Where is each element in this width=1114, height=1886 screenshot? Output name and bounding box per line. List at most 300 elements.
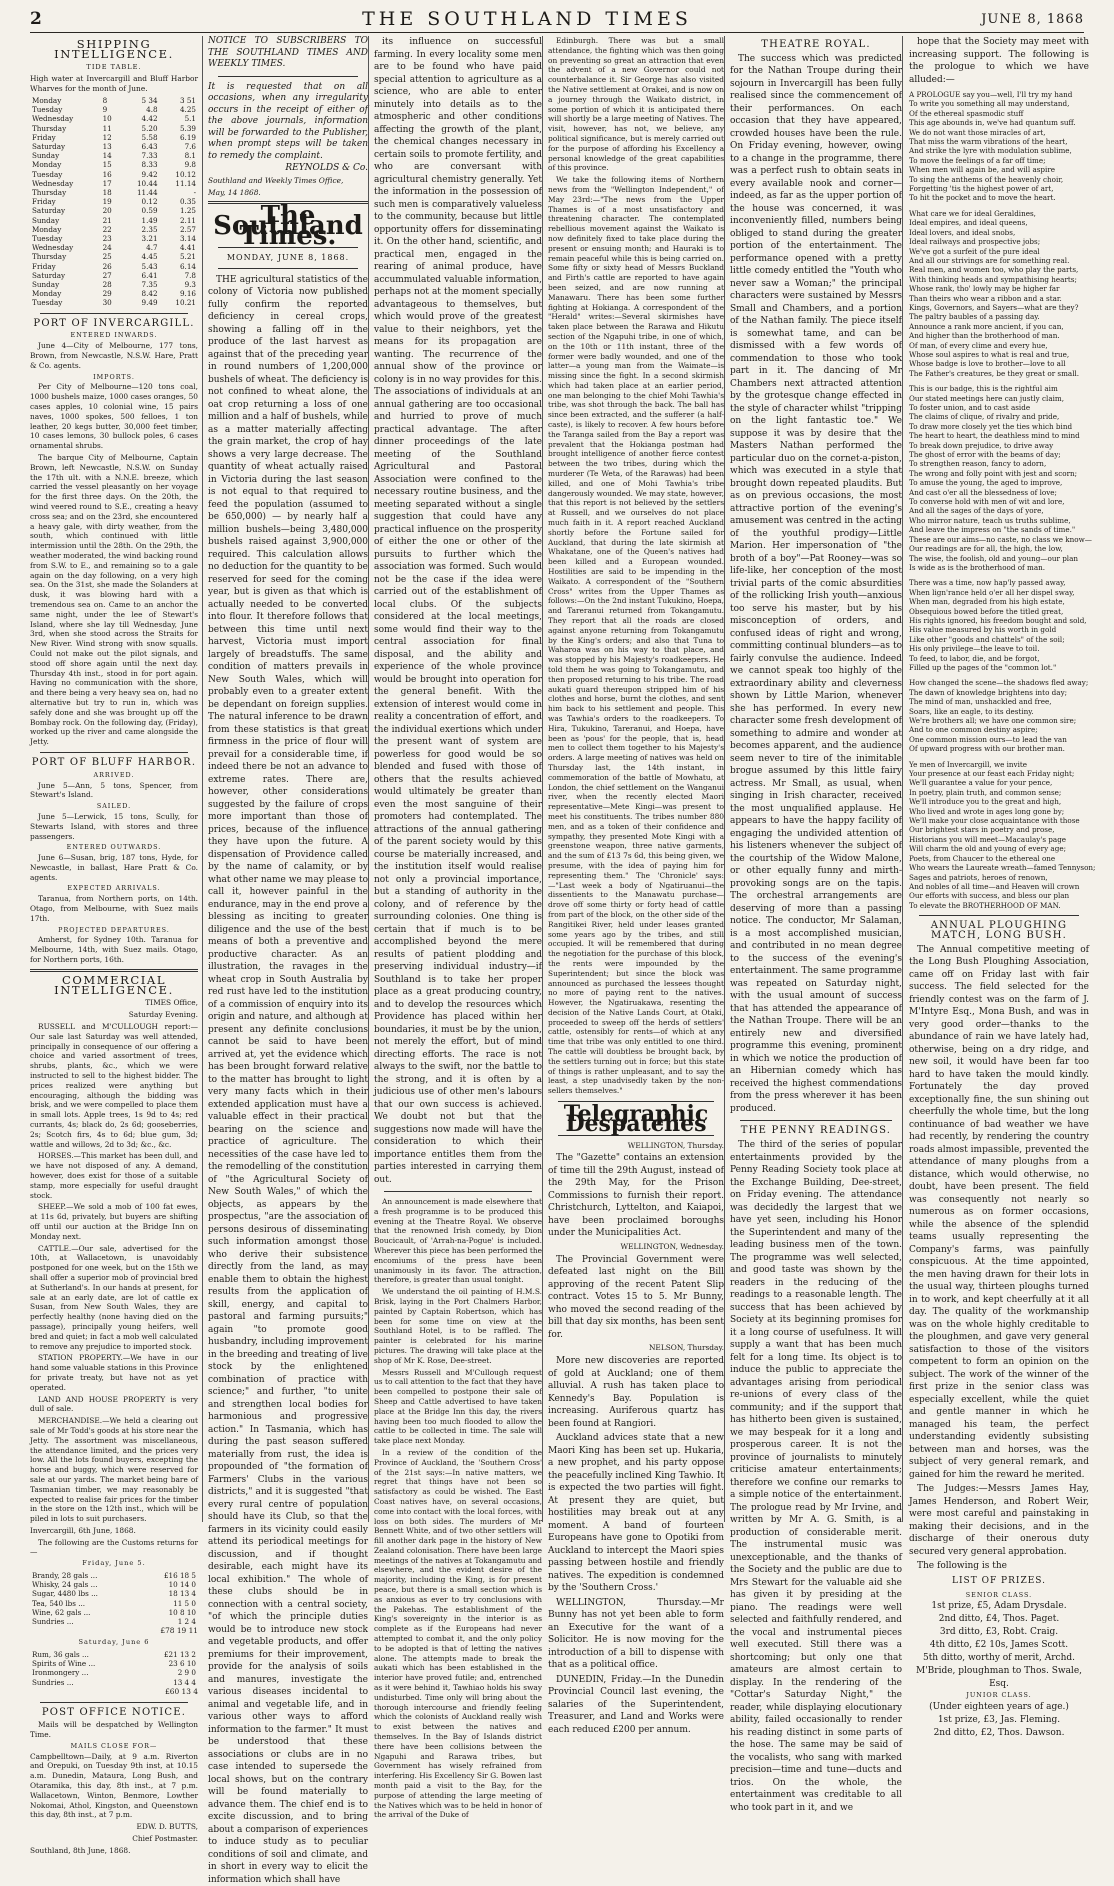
tide-cell: 10.21 <box>175 298 196 308</box>
post-date: Southland, 8th June, 1868. <box>30 1845 131 1855</box>
customs-cell: 10 8 10 <box>168 1607 196 1617</box>
senior-class-label: SENIOR CLASS. <box>965 1590 1033 1599</box>
post-office-heading: POST OFFICE NOTICE. <box>41 1706 187 1718</box>
tide-cell: 8.33 <box>141 160 158 170</box>
tide-cell: 25 <box>102 252 112 262</box>
merchandise-report: MERCHANDISE.—We held a clearing out sale of Mr Todd's goods at his store near the Jetty. The assortment was miscellaneous, the attendance limited, and the prices very low. All the lots found buyers, excepting the horse and buggy, which were reserved for sale at our yards. The market being bare of Tasmanian timber, we may reasonably be expected to realise fair prices for the timber in the store on the 12th inst., which will be piled in lots to suit purchasers. <box>30 1416 198 1524</box>
divider <box>30 969 198 972</box>
tide-cell: Thursday <box>32 123 67 133</box>
poem-line: We'll guarantee a value for your pence, <box>909 778 1053 788</box>
imports-text: Per City of Melbourne—120 tons coal, 1000 bushels maize, 1000 cases oranges, 50 cases apples, 10 colonial wine, 15 pairs naves, 1000 spokes, 500 felloes, 1 ton leather, 20 kegs butter, 30,000 feet timber, 10 cases lemons, 30 bullock poles, 6 cases ornamental shrubs. <box>30 382 198 451</box>
arrived-text: June 5—Ann, 5 tons, Spencer, from Stewart's Island. <box>30 780 198 800</box>
tide-row <box>30 96 198 105</box>
divider <box>384 1191 532 1192</box>
customs-total-saturday: £60 13 4 <box>165 1686 198 1696</box>
divider <box>218 268 358 269</box>
news-auckland-review: In a review of the condition of the Province of Auckland, the 'Southern Cross' of the 21st says:—In native matters, we regret that things have not been so satisfactory as could be wished. The East Coast natives have, on several occasions, come into contact with the local forces, with loss on both sides. The murders of Mr Bennett White, and of two other settlers will fill another dark page in the history of New Zealand colonisation. There have been large meetings of the natives at Tokangamutu and elsewhere, and the evident desire of the majority, including the King, is for present peace, but there is a small section which is as anxious as ever to try conclusions with the Pakehas. The establishment of the King's sovereignty in the interior is as complete as if the Europeans had never attempted to combat it, and the only policy to be adopted is that of letting the natives alone. The attempts made to break the aukati which has been established in the interior have proved futile; and, entrenched as it were behind it, Tawhiao holds his sway undisturbed. Time only will bring about the thorough intercourse and friendly feeling which the colonists of Auckland really wish to exist between the natives and themselves. In the Bay of Islands district there have been collisions between the Ngapuhi and Rarawa tribes, but Government has wisely refrained from interfering. His Excellency Sir G. Bowen last month paid a visit to the Bay, for the purpose of attending the large meeting of the Natives which was to be held in honor of the arrival of the Duke of <box>374 1447 542 1820</box>
tide-row <box>30 170 198 179</box>
dateline-nelson: NELSON, Thursday. <box>648 1343 724 1353</box>
dateline-wellington-2: WELLINGTON, Wednesday. <box>620 1241 724 1251</box>
prize-entry: 1st prize, £3, Jas. Fleming. <box>937 1715 1061 1726</box>
customs-date-saturday: Saturday, June 6 <box>78 1638 150 1647</box>
tide-cell: 7.6 <box>184 142 196 151</box>
tide-cell: 3.14 <box>179 234 196 244</box>
customs-date-friday: Friday, June 5. <box>82 1559 146 1568</box>
tide-cell: 4.8 <box>146 105 158 115</box>
tide-cell: Tuesday <box>32 234 63 244</box>
penny-readings-heading: THE PENNY READINGS. <box>740 1125 892 1137</box>
poem-line: The dawn of knowledge brightens into day; <box>909 687 1068 697</box>
tide-cell: 11 <box>102 123 112 133</box>
customs-total-friday: £78 19 11 <box>160 1626 198 1636</box>
tide-row <box>30 188 198 197</box>
poem-line: We'll introduce you to the great and high, <box>909 797 1062 807</box>
poem-line: The heart to heart, the deathless mind to mind <box>909 431 1080 441</box>
customs-intro: The following are the Customs returns for— <box>30 1537 198 1557</box>
poem-line: Filled up the pages of the "common lot." <box>909 662 1057 672</box>
poem-line: With thinking heads and sympathising hearts; <box>909 274 1077 284</box>
tide-cell: 5.58 <box>141 132 158 142</box>
poem-line: Kings, Governors, and Sayers—what are they? <box>909 302 1079 312</box>
tide-cell: 0.59 <box>141 206 158 216</box>
sheep-report: SHEEP.—We sold a mob of 100 fat ewes, at 11s 6d, privately, but buyers are shifting off until our auction at the Bridge Inn on Monday next. <box>30 1202 198 1241</box>
customs-row <box>30 1668 198 1677</box>
column-theatre-readings <box>724 36 907 1813</box>
customs-cell: Brandy, 28 gals ... <box>32 1571 98 1581</box>
poem-line: To hit the pocket and to move the heart. <box>909 193 1056 203</box>
merchandise-date: Invercargill, 6th June, 1868. <box>30 1525 136 1535</box>
tide-row <box>30 160 198 169</box>
tide-cell: 4.25 <box>179 105 196 115</box>
tide-cell: 16 <box>102 169 112 179</box>
post-text: Campbelltown—Daily, at 9 a.m. Riverton and Orepuki, on Tuesday 9th inst, at 10.15 a.m. Dunedin, Mataura, Long Bush, and Otaramika, this day, 8th inst., at 7 p.m. Wallacetown, Winton, Benmore, Lowther Nokomai, Athol, Kingston, and Queenstown this day, 8th inst., at 7 p.m. <box>30 1751 198 1820</box>
telegram-3: More new discoveries are reported of gold at Auckland; one of them alluvial. A rush has taken place to Kennedy's Bay. Population is increasing. Auriferous quartz has been found at Rangiori. <box>548 1356 724 1429</box>
prizes-heading: LIST OF PRIZES. <box>952 1575 1046 1586</box>
poem-line: Our readings are for all, the high, the low, <box>909 544 1063 554</box>
poem-line: The paltry baubles of a passing day. <box>909 312 1040 322</box>
news-theatre-announcement: An announcement is made elsewhere that a fresh programme is to be produced this evening at the Theatre Royal. We observe that the renowned Irish comedy, by Dion Boucicault, of 'Arrah-na-Pogue' is included. Wherever this piece has been performed the encomiums of the press have been unanimously in its favor. The attraction, therefore, is greater than usual tonight. <box>374 1197 542 1285</box>
tide-cell: Tuesday <box>32 169 63 179</box>
customs-cell: Tea, 540 lbs ... <box>32 1598 86 1608</box>
prize-entry: 4th ditto, £2 10s, James Scott. <box>929 1640 1069 1651</box>
poem-line: Real men, and women too, who play the parts, <box>909 265 1079 275</box>
tide-row <box>30 289 198 298</box>
customs-cell: Wine, 62 gals ... <box>32 1607 91 1617</box>
tide-cell: Monday <box>32 160 62 170</box>
theatre-heading: THEATRE ROYAL. <box>761 39 871 50</box>
customs-row <box>30 1659 198 1668</box>
tide-row <box>30 142 198 151</box>
poem-line: Obsequious bowed before the titled great, <box>909 606 1064 616</box>
customs-cell: 1 2 4 <box>177 1617 196 1627</box>
tide-cell: 2.57 <box>179 224 196 234</box>
poem-line: The wrong and folly point with jest and scorn; <box>909 468 1078 478</box>
poem-line: Announce a rank more ancient, if you can, <box>909 321 1064 331</box>
tide-cell: 8.1 <box>184 151 196 161</box>
notice-heading: NOTICE TO SUBSCRIBERS TO THE SOUTHLAND TIMES AND WEEKLY TIMES. <box>208 36 368 69</box>
tide-cell: 6.19 <box>179 132 196 142</box>
notice-date: May, 14 1868. <box>208 187 261 197</box>
ploughing-report: The Annual competitive meeting of the Long Bush Ploughing Association, came off on Friday last with fair success. The field selected for the friendly contest was on the farm of J. M'Intyre Esq., Mona Bush, and was in very good order—thanks to the abundance of rain we have lately had, otherwise, being on a dry ridge, and new soil, it would have been far too hard to have taken the mould kindly. Fortunately the day proved exceptionally fine, the sun shining out cheerfully the whole time, but the long continuance of bad weather we have had recently, by rendering the country roads almost impassible, prevented the attendance of many ploughs from a distance, which would otherwise, no doubt, have been present. The field was consequently not nearly so numerous as on former occasions, while the absence of the splendid teams usually representing the Company's farms, was painfully conspicuous. At the time appointed, the men having drawn for their lots in the usual way, thirteen ploughs turned in to work, and kept cheerfully at it all day. The quality of the workmanship was on the whole highly creditable to the ploughmen, and gave very general satisfaction to those of the visitors competent to form an opinion on the subject. The work of the winner of the first prize in the senior class was especially excellent, while the quiet and gentle manner in which he managed his team, the perfect understanding evidently subsisting between man and horses, was the subject of very general remark, and gained for him the reward he merited. <box>909 944 1089 1480</box>
poem-line: Poets, from Chaucer to the ethereal one <box>909 853 1056 863</box>
tide-cell: 17 <box>102 178 112 188</box>
prologue-poem <box>909 90 1096 910</box>
customs-cell: 18 13 4 <box>168 1589 196 1599</box>
tide-cell: Thursday <box>32 252 67 262</box>
tide-cell: Friday <box>32 197 56 207</box>
tide-row <box>30 262 198 271</box>
tide-cell: Monday <box>32 289 62 299</box>
poem-line: Forgetting 'tis the highest power of art, <box>909 184 1054 194</box>
tide-cell: 30 <box>102 298 112 308</box>
senior-prize-list <box>909 1600 1089 1691</box>
poem-line: Will charm the old and young of every age; <box>909 844 1066 854</box>
poem-line: And leave the impress on "the sands of time." <box>909 525 1076 535</box>
tide-cell: Wednesday <box>32 243 74 253</box>
expected-arrivals-label: EXPECTED ARRIVALS. <box>67 884 161 893</box>
tide-row <box>30 234 198 243</box>
tide-cell: 26 <box>102 261 112 271</box>
commercial-heading: COMMERCIAL INTELLIGENCE. <box>54 972 174 997</box>
tide-cell: 14 <box>102 151 112 161</box>
poem-line: Of upward progress with our brother man. <box>909 744 1065 754</box>
poem-line: To amuse the young, the aged to improve, <box>909 478 1063 488</box>
divider <box>919 915 1079 916</box>
poem-line: And higher than the brotherhood of man. <box>909 331 1060 341</box>
tide-cell: 12 <box>102 132 112 142</box>
poem-line: Ideal empires, and ideal queens, <box>909 218 1028 228</box>
paper-nameplate: The Southland Times. <box>213 201 363 251</box>
poem-line: Our brightest stars in poetry and prose, <box>909 825 1055 835</box>
horses-report: HORSES.—This market has been dull, and we have not disposed of any. A demand, however, does exist for those of a suitable stamp, more especially for useful draught stock. <box>30 1151 198 1200</box>
tide-cell: 5.21 <box>179 252 196 262</box>
tide-row <box>30 216 198 225</box>
customs-cell: Rum, 36 gals ... <box>32 1649 89 1659</box>
post-signature: EDW. D. BUTTS, <box>136 1822 198 1832</box>
tide-cell: 9.16 <box>179 289 196 299</box>
customs-row <box>30 1589 198 1598</box>
post-title: Chief Postmaster. <box>132 1834 198 1844</box>
tide-cell: 9.3 <box>184 280 196 290</box>
poem-line: Our efforts with success, and bless our plan <box>909 891 1070 901</box>
page-number: 2 <box>30 9 42 29</box>
tide-cell: Wednesday <box>32 178 74 188</box>
poem-line: To foster union, and to cast aside <box>909 403 1031 412</box>
editorial-dateline: MONDAY, JUNE 8, 1868. <box>226 252 350 262</box>
poem-line: To strengthen reason, fancy to adorn, <box>909 459 1047 469</box>
tide-cell: 1.49 <box>141 215 158 225</box>
telegram-5: WELLINGTON, Thursday.—Mr Bunny has not yet been able to form an Executive for the want of a Solicitor. He is now moving for the introduction of a bill to dispense with that as a political office. <box>548 1597 724 1671</box>
junior-note: (Under eighteen years of age.) <box>929 1702 1069 1713</box>
poem-line: Than theirs who wear a ribbon and a star. <box>909 293 1062 303</box>
news-northern: We take the following items of Northern news from the "Wellington Independent," of May 23rd:—"The news from the Upper Thames is of a most unsatisfactory and threatening character. The contemplated rebellious movement against the Waikato is now definitely fixed to take place during the present or ensuing month; and Hauraki is to remain peaceful while this is being carried on. Some fifty or sixty head of Messrs Buckland and Firth's cattle are reported to have again been seized, and are now running at Manawaru. There has been some further fighting at Hokianga. A correspondent of the "Herald" writes:—Several skirmishes have taken place between the Rarawa and Hikutu section of the Ngapuhi tribe, in one of which, on the 10th or 11th instant, three of the former were badly wounded, and one of the latter—a young man from the Waimate—is missing since the fight. In a second skirmish which had taken place at an earlier period, one man belonging to the chief Mohi Tawhia's tribe, was shot through the back. The ball has since been extracted, and the sufferer (a half-caste), is likely to recover. A few hours before the Taranga sailed from the Bay a report was prevalent that the Hokianga postman had brought intelligence of another fierce contest between the two tribes, during which the murderer (Te Weta, of the Rarawas) had been killed, and one of Mohi Tawhia's tribe dangerously wounded. We may state, however, that this report is not believed by the settlers at Russell, and we ourselves do not place much faith in it. A report reached Auckland shortly before the Fortune sailed for Auckland, that during the late skirmish at Whakatane, one of the Queen's natives had been killed and a European wounded. Hostilities are said to be impending in the Waikato. A correspondent of the "Southern Cross" writes from the Upper Thames as follows:—On the 2nd instant Tukukino, Hoepa, and Tareranui returned from Tokangamutu. They report that all the roads are closed against anyone returning from Tokangamutu by the King's orders; and also that Tuna to Waharoa was on his way to that place, and was stopped by his Majesty's roadkeepers. He told them he was going to Tokangamutu, and then proposed returning to his tribe. The road aukati guard thereupon stripped him of his clothes and horse, burnt the clothes, and sent him back to his settlement and people. This was Tawhia's orders to the roadkeepers. To Hira, Tukukino, Tareranui, and Hoepa, have been as 'pous' for the people, that is, head men to collect them together to his Majesty's orders. A large meeting of natives was held on Thursday last, the 14th instant, in commemoration of the battle of Mowhatu, at London, the chief settlement on the Wanganui river, when the recently elected Maori representative—Mete Kingi—was present to meet his constituents. The tribes number 880 men, and as a token of their confidence and sympathy, they presented Mote Kingi with a greenstone weapon, three native garments, and the sum of £13 7s 6d, this being given, we presume, with the idea of paying him for representing them." The 'Chronicle' says:—"Last week a body of Ngatiruanui—the dissentients to the Manawatu purchase—drove off some thirty or forty head of cattle from part of the block, on the other side of the Rangitikei River, held under leases granted some years ago by the tribes, and still occupied. It will be remembered that during the negotiation for the purchase of this block, the rents were impounded by the Superintendent; but since the block was announced as purchased the lessees thought no more of paying rent to the natives. However, the Ngatiruakawa, resenting the decision of the Native Lands Court, at Otaki, proceeded to sweep off the herds of settlers' cattle, ostensibly for rents—of which at any time that tribe was only entitled to one third. The cattle will doubtless be brought back, by the settlers turning out in force; but this state of things is rather unpleasant, and to say the least, a step unadvisedly taken by the non-sellers themselves." <box>548 175 724 1096</box>
poem-line: Of man, of every clime and every hue, <box>909 340 1048 350</box>
poem-line: We'll make your close acquaintance with those <box>909 816 1080 826</box>
tide-cell: Thursday <box>32 188 67 198</box>
tide-row <box>30 197 198 206</box>
customs-cell: Spirits of Wine ... <box>32 1659 96 1669</box>
prize-entry: 1st prize, £5, Adam Drysdale. <box>931 1601 1067 1612</box>
editorial-continued: its influence on successful farming. In every locality some men are to be found who have paid special attention to agriculture as a science, who are able to enter minutely into details as to the atmospheric and other conditions affecting the growth of the plant, the chemical changes necessary in certain soils to promote fertility, and who are conversant with agricultural chemistry generally. Yet the information in the possession of such men is comparatively valueless to the community, because but little opportunity offers for disseminating it. On the other hand, scientific, and practical men, engaged in the rearing of animal produce, have accummulated valuable information, perhaps not at the moment specially advantageous to themselves, but which would prove of the greatest value to their neighbors, yet the means for its propagation are wanting. The recurrence of the annual show of the province or colony is in no way provides for this. The associations of individuals at an annual gathering are too occasional and hurried to prove of much practical advantage. The after dinner proceedings of the late meeting of the Southland Agricultural and Pastoral Association were confined to the necessary routine business, and the meeting separated without a single suggestion that could have any practical influence on the prosperity of either the one or other of the pursuits to further which the association was formed. Such would not be the case if the idea were carried out of the establishment of local clubs. Of the subjects considered at the local meetings, some would find their way to the central association for final disposal, and the ability and experience of the whole province would be brought into operation for the general benefit. With the extension of interest would come in reality a concentration of effort, and the individual exertions which under the present want of system are powerless for good would be so blended and fused with those of others that the results achieved would ultimately be greater than even the most sanguine of their promoters had contemplated. The attractions of the annual gathering of the parent society would by this course be materially increased, and the institution itself would realise not only a provincial importance, but a standing of authority in the colony, and of reference by the surrounding colonies. One thing is certain that if much is to be accomplished beyond the mere results of patient plodding and preserving individual industry—if Southland is to take her proper place as a great producing country, and to develop the resources which Providence has placed within her boundaries, it must be by the union, not merely the effort, but of mind directing efforts. The race is not always to the swift, nor the battle to the strong, and it is often by a judicious use of other men's labours that our own success is achieved. We doubt not but that the suggestions now made will have the consideration to which their importance entitles them from the parties interested in carrying them out. <box>374 37 542 1185</box>
port-invercargill-heading: PORT OF INVERCARGILL. <box>33 317 195 329</box>
tide-row <box>30 105 198 114</box>
poem-line: What care we for ideal Geraldines, <box>909 208 1036 218</box>
tide-row <box>30 298 198 307</box>
poem-line: One common mission ours—to lead the van <box>909 734 1067 744</box>
poem-line: Soars, like an eagle, to its destiny. <box>909 706 1034 716</box>
tide-row <box>30 252 198 261</box>
tide-cell: Tuesday <box>32 105 63 115</box>
poem-line: To break down prejudice, to drive away <box>909 440 1054 450</box>
times-office: TIMES Office, <box>145 998 198 1008</box>
customs-cell: Sugar, 4480 lbs ... <box>32 1589 98 1599</box>
poem-line: The wise, the foolish, old and young—our plan <box>909 553 1079 563</box>
poem-line: To feed, to labor, die, and be forgot, <box>909 653 1040 663</box>
poem-line: Historians you will meet—Macaulay's page <box>909 834 1067 844</box>
poem-line: To converse hold with men of wit and lore, <box>909 497 1065 507</box>
customs-row <box>30 1678 198 1687</box>
tide-cell: Monday <box>32 224 62 234</box>
tide-cell: Friday <box>32 261 56 271</box>
tide-cell: 6.14 <box>179 261 196 271</box>
divider <box>40 1702 188 1703</box>
tide-cell: - <box>193 188 196 198</box>
tide-cell: 1.25 <box>179 206 196 216</box>
notice-text: It is requested that on all occasions, when any irregularity occurs in the receipt of either of the above journals, information will be forwarded to the Publisher, when prompt steps will be taken to remedy the complaint. <box>208 81 368 161</box>
tide-cell: 13 <box>102 142 112 151</box>
tide-cell: 2.11 <box>179 215 196 225</box>
customs-cell: Sundries ... <box>32 1617 74 1627</box>
land-report: LAND AND HOUSE PROPERTY is very dull of sale. <box>30 1394 198 1414</box>
prize-entry: 3rd ditto, £3, Robt. Craig. <box>939 1627 1059 1638</box>
junior-class-label: JUNIOR CLASS. <box>966 1691 1032 1700</box>
poem-line: The mind of man, unshackled and free, <box>909 697 1052 707</box>
customs-row <box>30 1599 198 1608</box>
post-intro: Mails will be despatched by Wellington Time. <box>30 1720 198 1740</box>
customs-cell: Whisky, 24 gals ... <box>32 1580 98 1590</box>
tide-cell: Sunday <box>32 215 60 225</box>
poem-line: When men will again be, and will aspire <box>909 165 1056 175</box>
poem-line: Who mirror nature, teach us truths sublime, <box>909 515 1071 525</box>
column-editorial <box>202 36 373 1885</box>
tide-cell: 6.41 <box>141 270 158 280</box>
tide-cell: 22 <box>102 224 112 234</box>
poem-line: And to one common destiny aspire; <box>909 725 1038 735</box>
tide-cell: 7.33 <box>141 151 158 161</box>
divider <box>40 752 188 753</box>
projected-departures-text: Amherst, for Sydney 10th. Taranua for Melbourne, 14th, with Suez mails. Otago, for Northern ports, 16th. <box>30 935 198 965</box>
tide-row <box>30 225 198 234</box>
tide-cell: 5.20 <box>141 123 158 133</box>
tide-cell: 7.8 <box>184 270 196 280</box>
tide-cell: 10.12 <box>175 169 196 179</box>
entered-outwards-label: ENTERED OUTWARDS. <box>66 843 162 852</box>
poem-line: To sing the anthems of the heavenly choir, <box>909 174 1064 184</box>
editorial-text: THE agricultural statistics of the colony of Victoria now published fully confirm the reported deficiency in cereal crops, showing a falling off in the produce of the last harvest as against that of the preceding year in round numbers of 1,200,000 bushels of wheat. The deficiency is not confined to wheat alone, the oat crop returning a loss of one million and a half of bushels, while as a matter materially affecting the grain market, the crop of hay shows a very large decrease. The quantity of wheat actually raised in Victoria during the last season is not equal to that required to feed the population (assumed to be 650,000) — by nearly half a million bushels—being 3,480,000 bushels raised against 3,900,000 required. This calculation allows no deduction for the quantity to be reserved for seed for the coming year, but is given as that which is actually needed to be converted into flour. It therefore follows that between this time until next harvest, Victoria must import largely of breadstuffs. The same condition of matters prevails in New South Wales, which will probably even to a greater extent be dependant on foreign supplies. The natural inference to be drawn from these statistics is that great firmness in the price of flour will prevail for a considerable time, if indeed there be not an advance to extreme rates. There are, however, other considerations suggested by the failure of crops more important than those of prices, because of the influence they have upon the future. A dispensation of Providence called by the name of calamity, or by what other name we may please to call it, however painful in the endurance, may in the end prove a blessing as inciting to greater diligence and the use of the best means of both a preventive and productive character. As an illustration, the ravages in the wheat crop in South Australia by red rust have led to the institution of a commission of enquiry into its origin and nature, and although at present any definite conclusions cannot be said to have been arrived at, yet the evidence which has been brought forward relative to the matter has brought to light very many facts which in their extended application must have a valuable effect in their practical bearing on the science and practice of agriculture. The necessities of the case have led to the remodelling of the constitution of "the Agricultural Society of New South Wales," of which the objects, as appears by the prospectus, "are the association of persons desirous of disseminating such information amongst those who derive their subsistence directly from the land, as may enable them to obtain the highest results from the application of skill, energy, and capital to pastoral and farming pursuits;" again "to promote good husbandry, including improvement in the breeding and treating of live stock by the enlightened combination of practice with science;" and further, "to unite and strengthen local bodies for harmonious and progressive action." In Tasmania, which has during the past season suffered materially from rust, the idea is propounded of "the formation of Farmers' Clubs in the various districts," and it is suggested "that every rural centre of population should have its Club, so that the farmers in its vicinity could easily attend its periodical meetings for discussion, and if thought desirable, each might have its local exhibition." The whole of these clubs should be in connection with a central society, "of which the principle duties would be to introduce new stock and vegetable products, and offer premiums for their improvement, provide for the analysis of soils and manures, investigate the various diseases incidental to animal and vegetable life, and in various other ways to afford information to the farmer." It must be understood that these associations or clubs are in no case intended to supersede the local shows, but on the contrary will be found materially to advance them. The chief end is to excite discussion, and to bring about a comparison of experiences to induce study as to peculiar conditions of soil and climate, and in short in every way to elicit the information which shall have <box>208 274 368 1885</box>
tide-table <box>30 96 198 308</box>
masthead <box>30 6 1084 33</box>
poem-line: His only privilege—the leave to toil. <box>909 644 1040 654</box>
theatre-review: The success which was predicted for the Nathan Troupe during their sojourn in Invercargill has been fully realised since the commencement of their performances. On each occasion that they have appeared, crowded houses have been the rule. On Friday evening, however, owing to a change in the programme, there was a perfect rush to obtain seats in every available nook and corner—indeed, as far as the upper portion of the house was concerned, it was inconveniently filled, numbers being obliged to stand during the greater portion of the entertainment. The performance opened with a pretty little comedy entitled the "Youth who never saw a Woman;" the principal characters were sustained by Messrs Small and Chambers, and a portion of the Nathan family. The piece itself is somewhat tame, and can be dismissed with a few words of commendation to those who took part in it. The dancing of Mr Chambers next attracted attention by the grotesque change effected in the style of character whilst "tripping on the light fantastic toe." We suppose it was by desire that the Masters Nathan performed the particular duo on the cornet-a-piston, which was executed in a style that brought down repeated plaudits. But as on previous occasions, the most attractive portion of the evening's amusement was centred in the acting of the youthful prodigy—Little Marion. Her impersonation of "the broth of a boy"—Pat Rooney—was so life-like, her conception of the most trivial parts of the comic absurdities of the rollicking Irish youth—anxious too serve his master, but by his misconception of orders, and confused ideas of right and wrong, committing continual blunders—as to fairly convulse the audience. Indeed we cannot speak too highly of the extraordinary ability and cleverness shown by Little Marion, whenever she has performed. In every new character some fresh development of something to admire and wonder at becomes apparent, and the audience seem never to tire of the inimitable brogue assumed by this little fairy actress. Mr Small, as usual, when singing in Irish character, received the most unqualified applause. He appears to have the happy facility of engaging the undivided attention of his listeners whenever the subject of the courtship of the Widow Malone, or other equally funny and mirth-provoking songs are on the tapis. The orchestral arrangements are deserving of more than a passing notice. The conductor, Mr Salaman, is a most accomplished musician, and contributed in no mean degree to the success of the evening's entertainment. The same programme was repeated on Saturday night, with the usual amount of success that has attended the appearance of the Nathan Troupe. There will be an entirely new and diversified programme this evening, prominent in which we notice the production of an Hibernian comedy which has received the highest commendations from the press wherever it has been produced. <box>730 53 902 1114</box>
telegram-6: DUNEDIN, Friday.—In the Dunedin Provincial Council last evening, the salaries of the Superintendent, Treasurer, and Land and Works were each reduced £200 per annum. <box>548 1674 724 1735</box>
tide-cell: 11.44 <box>136 188 158 198</box>
poem-line: Of the ethereal spasmodic stuff <box>909 108 1024 118</box>
tide-row <box>30 179 198 188</box>
customs-cell: Sundries ... <box>32 1677 74 1687</box>
tide-cell: 4.45 <box>141 252 158 262</box>
poem-line: Whose badge is love to brother—love to all <box>909 359 1066 369</box>
poem-line: When lign'rance held o'er all her dispel sway, <box>909 587 1075 597</box>
poem-line: These are our aims—no caste, no class we know— <box>909 534 1092 544</box>
customs-cell: £16 18 5 <box>163 1571 196 1581</box>
divider <box>218 76 358 77</box>
poem-line: In poetry, plain truth, and common sense; <box>909 787 1062 797</box>
customs-row <box>30 1608 198 1617</box>
entered-text: June 4—City of Melbourne, 177 tons, Brown, from Newcastle, N.S.W. Hare, Pratt & Co. agents. <box>30 341 198 370</box>
poem-line: Is wide as is the brotherhood of man. <box>909 562 1046 572</box>
customs-cell: 10 14 0 <box>168 1580 196 1590</box>
customs-table-saturday <box>30 1650 198 1687</box>
poem-line: And all the sages of the days of yore, <box>909 506 1044 516</box>
tide-cell: Wednesday <box>32 114 74 124</box>
tide-cell: 29 <box>102 289 112 299</box>
poem-line: To move the feelings of a far off time; <box>909 155 1046 165</box>
telegram-4: Auckland advices state that a new Maori King has been set up. Hukaria, a new prophet, and his party oppose the peacefully inclined King Tawhio. It is expected the two parties will fight. At present they are quiet, but hostilities may break out at any moment. A band of fourteen Europeans have gone to Opotiki from Auckland to intercept the Maori spies passing between hostile and friendly natives. The expedition is condemned by the 'Southern Cross.' <box>548 1433 724 1594</box>
tide-cell: Sunday <box>32 151 60 161</box>
prize-entry: 5th ditto, worthy of merit, Archd. M'Bride, ploughman to Thos. Swale, Esq. <box>915 1653 1083 1690</box>
tide-cell: 7.35 <box>141 280 158 290</box>
poem-line: Your presence at our feast each Friday night; <box>909 769 1075 779</box>
poem-line: That miss the warm vibrations of the heart, <box>909 137 1068 147</box>
following-text: The following is the <box>917 1561 1008 1572</box>
expected-arrivals-text: Taranua, from Northern ports, on 14th. Otago, from Melbourne, with Suez mails 17th. <box>30 894 198 923</box>
tide-cell: 2.35 <box>141 224 158 234</box>
tide-cell: 5 34 <box>141 95 158 105</box>
tide-cell: 5.43 <box>141 261 158 271</box>
telegram-1: The "Gazette" contains an extension of time till the 29th August, instead of the 29th May, for the Prison Commissions to furnish their report. Christchurch, Lyttelton, and Kaiapoi, have been proclaimed boroughs under the Municipalities Act. <box>548 1153 724 1239</box>
poem-line: And nobles of all time—and Heaven will crown <box>909 881 1080 891</box>
tide-row <box>30 243 198 252</box>
tide-cell: 23 <box>102 234 112 244</box>
prize-entry: 2nd ditto, £4, Thos. Paget. <box>938 1614 1060 1625</box>
tide-cell: Tuesday <box>32 298 63 308</box>
poem-line: Like other "goods and chattels" of the soil; <box>909 634 1065 644</box>
mails-close-label: MAILS CLOSE FOR— <box>70 1741 158 1750</box>
poem-line: Whose soul aspires to what is real and true, <box>909 349 1070 359</box>
divider <box>740 1120 892 1121</box>
tide-row <box>30 133 198 142</box>
tide-row <box>30 114 198 123</box>
port-bluff-heading: PORT OF BLUFF HARBOR. <box>31 756 197 768</box>
customs-cell: Ironmongery ... <box>32 1668 89 1678</box>
tide-cell: Sunday <box>32 280 60 290</box>
poem-line: This is our badge, this is the rightful aim <box>909 384 1058 394</box>
tide-row <box>30 206 198 215</box>
poem-line: And cast o'er all the blessedness of love; <box>909 487 1057 497</box>
cattle-report: CATTLE.—Our sale, advertised for the 10th, at Wallacetown, is unavoidably postponed for one week, but on the 15th we shall offer a superior mob of provincial bred at Sutherland's. In our hands at present, for sale at an early date, are lot of cattle ex Susan, from New South Wales, they are perfectly healthy (none having died on the passage), principally young heifers, well bred and quiet; in fact a mob well calculated to remove any prejudice to imported stock. <box>30 1243 198 1351</box>
poem-line: Who wears the Laureate wreath—famed Tennyson; <box>909 863 1096 873</box>
poem-line: Our stated meetings here can justly claim, <box>909 393 1065 403</box>
poem-line: There was a time, now hap'ly passed away, <box>909 578 1066 588</box>
tide-cell: 4.41 <box>179 243 196 253</box>
customs-cell: 11 5 0 <box>173 1598 196 1608</box>
judges-report: The Judges:—Messrs James Hay, James Henderson, and Robert Weir, were most careful and painstaking in making their decisions, and in the discharge of their onerous duty secured very general approbation. <box>909 1484 1089 1557</box>
customs-cell: 2 9 0 <box>177 1668 196 1678</box>
poem-line: His value measured by his worth in gold <box>909 625 1057 635</box>
tide-row <box>30 151 198 160</box>
dateline-wellington-1: WELLINGTON, Thursday. <box>627 1140 724 1150</box>
notice-signature: REYNOLDS & Co. <box>285 163 368 173</box>
tide-cell: 0.35 <box>179 197 196 207</box>
customs-row <box>30 1617 198 1626</box>
poem-line: The ghost of error with the beams of day; <box>909 450 1061 460</box>
tide-cell: 20 <box>102 206 112 216</box>
tide-row <box>30 271 198 280</box>
junior-prize-list <box>909 1714 1089 1740</box>
shipping-heading: SHIPPING INTELLIGENCE. <box>54 37 174 61</box>
column-editorial-cont <box>368 36 547 1820</box>
poem-line: Whose rank, tho' lowly may be higher far <box>909 284 1060 294</box>
poem-line: How changed the scene—the shadows fled away; <box>909 678 1089 688</box>
poem-line: We do not want those miracles of art, <box>909 127 1046 137</box>
poem-line: We're brothers all; we have one common sire; <box>909 716 1077 725</box>
tide-heading: TIDE TABLE. <box>86 62 142 71</box>
tide-cell: 10.44 <box>136 178 158 188</box>
poem-line: To write you something all may understand, <box>909 99 1070 109</box>
tide-cell: 24 <box>102 243 112 253</box>
news-auckland-cont: Edinburgh. There was but a small attendance, the fighting which was then going on preventing so great an attraction that even the advent of a new Governor could not counterbalance it. Sir George has also visited the Native settlement at Orakei, and is now on a journey through the Waikato district, in some portion of which it is anticipated there will shortly be a large meeting of Natives. The visit, however, has not, we believe, any political significance, but is merely carried out for the purpose of affording his Excellency a personal knowledge of the great capabilities of this province. <box>548 36 724 173</box>
poem-line: The Father's creatures, be they great or small. <box>909 368 1080 378</box>
sailed-label: SAILED. <box>96 802 132 811</box>
tide-cell: 9 <box>102 105 108 115</box>
tide-cell: 8 <box>102 95 108 105</box>
arrived-label: ARRIVED. <box>93 770 135 779</box>
ploughing-heading: ANNUAL PLOUGHING MATCH, LONG BUSH. <box>930 920 1068 941</box>
news-sale-postponed: Messrs Russell and M'Cullough request us to call attention to the fact that they have been compelled to postpone their sale of Sheep and Cattle advertised to have taken place at the Bridge Inn this day, the rivers having been too much flooded to allow the cattle to be collected in time. The sale will take place next Monday. <box>374 1367 542 1446</box>
tide-cell: 5.39 <box>179 123 196 133</box>
tide-cell: Saturday <box>32 270 66 280</box>
tide-cell: 9.8 <box>184 160 196 170</box>
prologue-intro: hope that the Society may meet with increasing support. The following is the prologue to which we have alluded:— <box>909 37 1089 85</box>
imports-label: IMPORTS. <box>93 372 135 381</box>
poem-line: To elevate the BROTHERHOOD OF MAN. <box>909 900 1061 910</box>
tide-cell: 9.42 <box>141 169 158 179</box>
barque-report: The barque City of Melbourne, Captain Brown, left Newcastle, N.S.W. on Sunday the 17th ult. with a N.N.E. breeze, which carried the vessel pleasantly on her voyage for the first three days. On the 20th, the wind veered round to S.E., creating a heavy cross sea; and on the 23rd, she encountered a heavy gale, with dirty weather, from the south, which continued with little intermission until the 28th. On the 29th, the weather moderated, the wind backing round from S.W. to E., and remaining so to a gale again on the day following, on a very high sea. On the 31st, she made the Solanders at dusk, it was blowing hard with a tremendous sea on. Came to an anchor the same night, under the lee of Stewart's Island, where she lay till Wednesday, June 3rd, when she stood across the Straits for New River. Wind strong with snow squalls. Could not make out the pilot signals, and stood off shore again until the next day. Thursday 4th inst., stood in for port again. Having no communication with the shore, and there being a very heavy sea on, had no alternative but try to run in, which was safely done and she was brought up off the Bombay rock. On the following day, (Friday), worked up the river and came alongside the Jetty. <box>30 453 198 747</box>
poem-line: And all our strivings are for something real. <box>909 255 1070 265</box>
tide-cell: Saturday <box>32 206 66 216</box>
tide-cell: 18 <box>102 188 112 198</box>
station-report: STATION PROPERTY.—We have in our hand some valuable stations in this Province for private treaty, but have not as yet operated. <box>30 1353 198 1392</box>
tide-intro: High water at Invercargill and Bluff Harbor Wharves for the month of June. <box>30 74 198 94</box>
times-date: Saturday Evening. <box>128 1010 198 1020</box>
tide-cell: 21 <box>102 215 112 225</box>
entered-outwards-text: June 6—Susan, brig, 187 tons, Hyde, for Newcastle, in ballast, Hare Pratt & Co. agents. <box>30 853 198 882</box>
tide-cell: 5.1 <box>184 114 196 124</box>
customs-cell: 23 6 10 <box>168 1659 196 1669</box>
news-painting-raffle: We understand the oil painting of H.M.S. Brisk, laying in the Port Chalmers Harbor, painted by Captain Robertson, which has been for some time on view at the Southland Hotel, is to be raffled. The painter is celebrated for his marine pictures. The drawing will take place at the shop of Mr K. Rose, Dee-street. <box>374 1287 542 1365</box>
telegraphic-heading: Telegraphic Despatches <box>563 1101 709 1137</box>
tide-row <box>30 124 198 133</box>
projected-departures-label: PROJECTED DEPARTURES. <box>58 925 170 934</box>
customs-row <box>30 1580 198 1589</box>
tide-cell: 27 <box>102 270 112 280</box>
tide-cell: 11.14 <box>175 178 196 188</box>
customs-table-friday <box>30 1571 198 1626</box>
poem-line: To draw more closely yet the ties which bind <box>909 421 1073 431</box>
tide-cell: 4.42 <box>141 114 158 124</box>
poem-line: His rights ignored, his freedom bought and sold, <box>909 615 1087 625</box>
tide-cell: Monday <box>32 95 62 105</box>
